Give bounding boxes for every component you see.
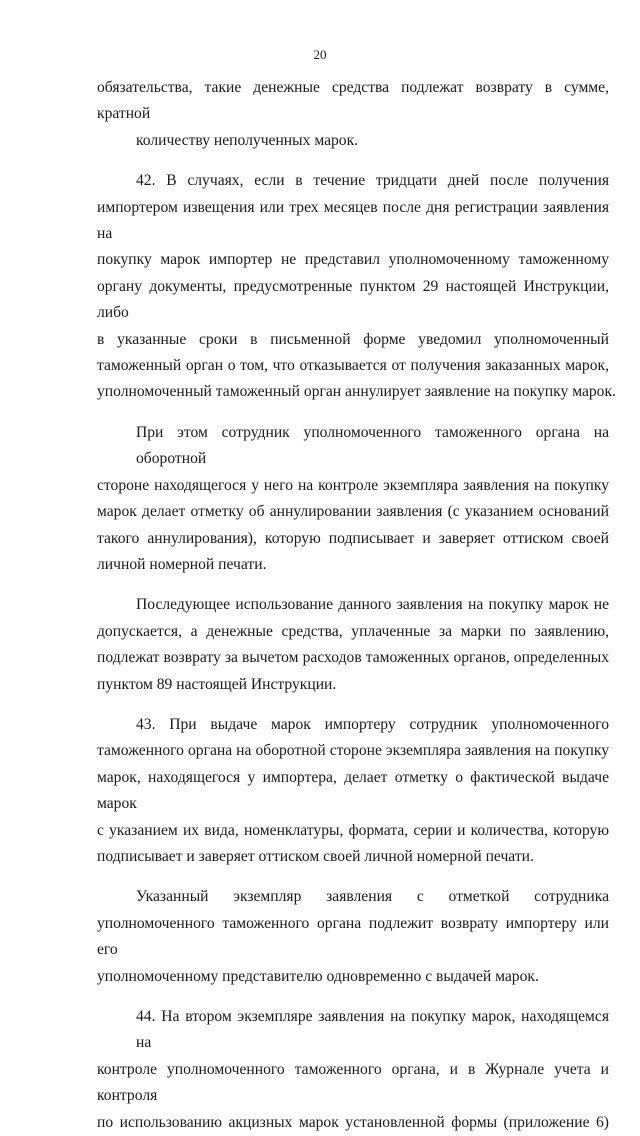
- text-line: по использованию акцизных марок установленной формы (приложение 6): [97, 1113, 609, 1131]
- text-line: При этом сотрудник уполномоченного таможенного органа на оборотной: [136, 423, 609, 468]
- text-line: личной номерной печати.: [97, 555, 267, 573]
- text-line: контроле уполномоченного таможенного органа, и в Журнале учета и контроля: [97, 1060, 609, 1105]
- paragraph-continuation: [97, 75, 609, 154]
- text-line: Указанный экземпляр заявления с отметкой сотрудника: [136, 888, 609, 906]
- text-line: допускается, а денежные средства, уплаченные за марки по заявлению,: [97, 622, 609, 640]
- text-line: обязательства, такие денежные средства подлежат возврату в сумме, кратной: [97, 79, 609, 123]
- text-line: пунктом 89 настоящей Инструкции.: [97, 675, 337, 693]
- text-line: уполномоченному представителю одновременно с выдачей марок.: [97, 967, 539, 985]
- text-line: подписывает и заверяет оттиском своей личной номерной печати.: [97, 847, 534, 865]
- paragraph-43: [97, 712, 609, 870]
- paragraph-43-return-note: [97, 884, 609, 990]
- text-line: органу документы, предусмотренные пунктом 29 настоящей Инструкции, либо: [97, 277, 609, 322]
- text-line: с указанием их вида, номенклатуры, формата, серии и количества, которую: [97, 821, 609, 839]
- text-line: такого аннулирования), которую подписывает и заверяет оттиском своей: [97, 529, 609, 547]
- text-line: марок, находящегося у импортера, делает отметку о фактической выдаче марок: [97, 768, 609, 813]
- text-line: 42. В случаях, если в течение тридцати дней после получения: [136, 172, 609, 190]
- text-line: импортером извещения или трех месяцев после дня регистрации заявления на: [97, 198, 609, 243]
- paragraph-42: [97, 168, 616, 406]
- page-number: 20: [313, 47, 327, 62]
- paragraph-42-annulment-note: [97, 420, 609, 578]
- paragraph-42-followup: [97, 592, 609, 698]
- text-line: Последующее использование данного заявления на покупку марок не: [136, 596, 609, 614]
- text-line: количеству неполученных марок.: [136, 131, 359, 149]
- text-line: марок делает отметку об аннулировании заявления (с указанием оснований: [97, 503, 609, 521]
- text-line: в указанные сроки в письменной форме уведомил уполномоченный: [97, 330, 609, 348]
- text-line: стороне находящегося у него на контроле экземпляра заявления на покупку: [97, 476, 609, 494]
- text-line: 43. При выдаче марок импортеру сотрудник уполномоченного: [136, 715, 609, 733]
- text-line: уполномоченный таможенный орган аннулирует заявление на покупку марок.: [97, 383, 616, 401]
- text-line: уполномоченного таможенного органа подлежит возврату импортеру или его: [97, 914, 609, 959]
- paragraph-44: [97, 1004, 609, 1136]
- text-line: покупку марок импортер не представил уполномоченному таможенному: [97, 251, 609, 269]
- document-body: [97, 75, 616, 1136]
- text-line: подлежат возврату за вычетом расходов таможенных органов, определенных: [97, 649, 609, 667]
- text-line: 44. На втором экземпляре заявления на покупку марок, находящемся на: [136, 1008, 609, 1052]
- text-line: таможенный орган о том, что отказывается от получения заказанных марок,: [97, 357, 609, 375]
- text-line: таможенного органа на оборотной стороне экземпляра заявления на покупку: [97, 742, 609, 760]
